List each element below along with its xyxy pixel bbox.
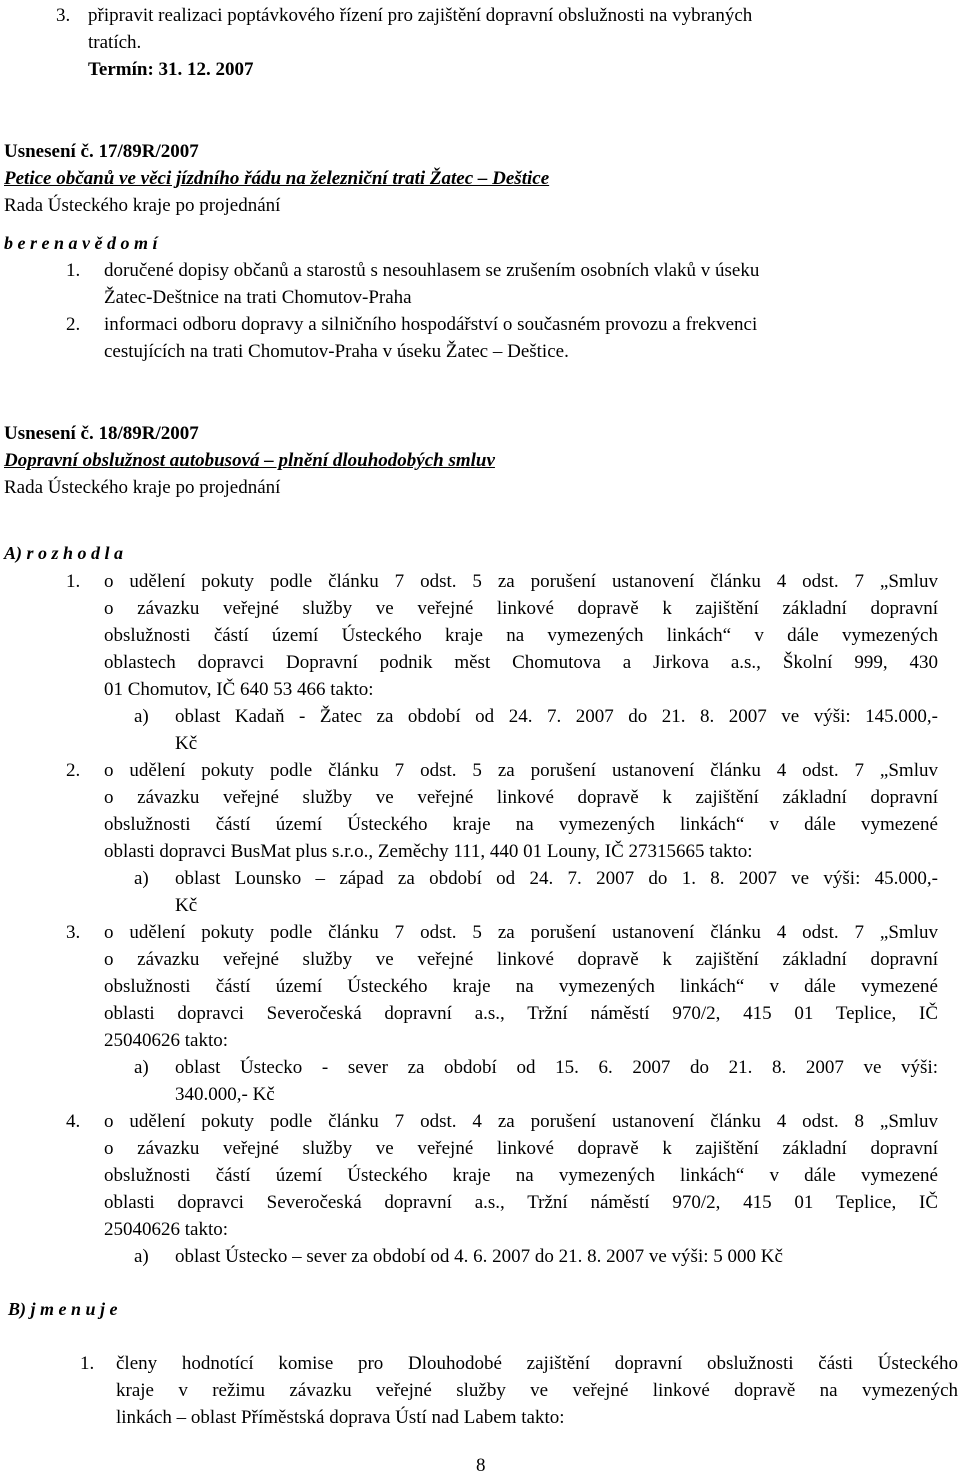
intro-item-line-2: tratích. bbox=[88, 32, 142, 53]
res18-item-2-sub-line-2: Kč bbox=[175, 895, 198, 916]
section-b-heading: B) j m e n u j e bbox=[8, 1299, 118, 1319]
res18-item-4-line-2: o závazku veřejné služby ve veřejné linkové dopravě k zajištění základní dopravní bbox=[104, 1138, 938, 1159]
res18-item-4-sub-line-1: oblast Ústecko – sever za období od 4. 6. 2007 do 21. 8. 2007 ve výši: 5 000 Kč bbox=[175, 1246, 783, 1267]
res18-item-2-line-3: obslužnosti částí území Ústeckého kraje na vymezených linkách“ v dále vymezené bbox=[104, 814, 938, 835]
res17-item-1-line-2: Žatec-Deštnice na trati Chomutov-Praha bbox=[104, 287, 412, 308]
resolution-18-label: Usnesení č. 18/89R/2007 bbox=[4, 423, 199, 444]
res18-item-4-line-4: oblasti dopravci Severočeská dopravní a.s., Tržní náměstí 970/2, 415 01 Teplice, IČ bbox=[104, 1192, 938, 1213]
res18-item-4-sub-letter: a) bbox=[134, 1246, 149, 1267]
res18-item-1-line-1: o udělení pokuty podle článku 7 odst. 5 za porušení ustanovení článku 4 odst. 7 „Smluv bbox=[104, 571, 938, 592]
res18-item-1-line-4: oblastech dopravci Dopravní podnik měst Chomutova a Jirkova a.s., Školní 999, 430 bbox=[104, 652, 938, 673]
b-item-1-number: 1. bbox=[80, 1353, 95, 1374]
res18-item-1-sub-line-1: oblast Kadaň - Žatec za období od 24. 7. 2007 do 21. 8. 2007 ve výši: 145.000,- bbox=[175, 706, 938, 727]
res17-item-2-line-1: informaci odboru dopravy a silničního hospodářství o současném provozu a frekvenci bbox=[104, 314, 758, 335]
b-item-1-line-3: linkách – oblast Příměstská doprava Ústí nad Labem takto: bbox=[116, 1407, 565, 1428]
res18-item-3-number: 3. bbox=[66, 922, 81, 943]
intro-item-number: 3. bbox=[56, 5, 71, 26]
res18-item-3-sub-letter: a) bbox=[134, 1057, 149, 1078]
res17-item-2-line-2: cestujících na trati Chomutov-Praha v úseku Žatec – Deštice. bbox=[104, 341, 569, 362]
res18-item-1-line-3: obslužnosti částí území Ústeckého kraje na vymezených linkách“ v dále vymezených bbox=[104, 625, 938, 646]
resolution-17-title: Petice občanů ve věci jízdního řádu na železniční trati Žatec – Deštice bbox=[4, 168, 550, 189]
res18-item-2-sub-letter: a) bbox=[134, 868, 149, 889]
page-number: 8 bbox=[476, 1455, 486, 1476]
res18-item-4-line-5: 25040626 takto: bbox=[104, 1219, 229, 1240]
resolution-17-action: b e r e n a v ě d o m í bbox=[4, 233, 158, 253]
section-a-heading: A) r o z h o d l a bbox=[4, 543, 124, 563]
resolution-18-title: Dopravní obslužnost autobusová – plnění dlouhodobých smluv bbox=[4, 450, 495, 471]
res18-item-1-number: 1. bbox=[66, 571, 81, 592]
resolution-17-label: Usnesení č. 17/89R/2007 bbox=[4, 141, 199, 162]
res18-item-2-line-2: o závazku veřejné služby ve veřejné linkové dopravě k zajištění základní dopravní bbox=[104, 787, 938, 808]
res17-item-2-number: 2. bbox=[66, 314, 81, 335]
res18-item-2-number: 2. bbox=[66, 760, 81, 781]
res18-item-2-line-4: oblasti dopravci BusMat plus s.r.o., Zeměchy 111, 440 01 Louny, IČ 27315665 takto: bbox=[104, 841, 753, 862]
b-item-1-line-1: členy hodnotící komise pro Dlouhodobé zajištění dopravní obslužnosti části Ústeckého bbox=[116, 1353, 958, 1374]
resolution-18-council: Rada Ústeckého kraje po projednání bbox=[4, 477, 281, 498]
res18-item-3-sub-line-1: oblast Ústecko - sever za období od 15. 6. 2007 do 21. 8. 2007 ve výši: bbox=[175, 1057, 938, 1078]
res18-item-4-line-1: o udělení pokuty podle článku 7 odst. 4 za porušení ustanovení článku 4 odst. 8 „Smluv bbox=[104, 1111, 938, 1132]
res17-item-1-line-1: doručené dopisy občanů a starostů s nesouhlasem se zrušením osobních vlaků v úseku bbox=[104, 260, 760, 281]
res18-item-3-line-1: o udělení pokuty podle článku 7 odst. 5 za porušení ustanovení článku 4 odst. 7 „Smluv bbox=[104, 922, 938, 943]
res18-item-1-line-2: o závazku veřejné služby ve veřejné linkové dopravě k zajištění základní dopravní bbox=[104, 598, 938, 619]
res18-item-3-line-2: o závazku veřejné služby ve veřejné linkové dopravě k zajištění základní dopravní bbox=[104, 949, 938, 970]
resolution-17-council: Rada Ústeckého kraje po projednání bbox=[4, 195, 281, 216]
res18-item-3-line-5: 25040626 takto: bbox=[104, 1030, 229, 1051]
res18-item-1-sub-letter: a) bbox=[134, 706, 149, 727]
res18-item-2-line-1: o udělení pokuty podle článku 7 odst. 5 za porušení ustanovení článku 4 odst. 7 „Smluv bbox=[104, 760, 938, 781]
intro-item-deadline: Termín: 31. 12. 2007 bbox=[88, 59, 254, 80]
b-item-1-line-2: kraje v režimu závazku veřejné služby ve veřejné linkové dopravě na vymezených bbox=[116, 1380, 958, 1401]
intro-item-line-1: připravit realizaci poptávkového řízení pro zajištění dopravní obslužnosti na vybraných bbox=[88, 5, 753, 26]
res18-item-3-sub-line-2: 340.000,- Kč bbox=[175, 1084, 275, 1105]
res18-item-1-sub-line-2: Kč bbox=[175, 733, 198, 754]
res18-item-3-line-3: obslužnosti částí území Ústeckého kraje na vymezených linkách“ v dále vymezené bbox=[104, 976, 938, 997]
res18-item-3-line-4: oblasti dopravci Severočeská dopravní a.s., Tržní náměstí 970/2, 415 01 Teplice, IČ bbox=[104, 1003, 938, 1024]
res18-item-4-number: 4. bbox=[66, 1111, 81, 1132]
res17-item-1-number: 1. bbox=[66, 260, 81, 281]
res18-item-4-line-3: obslužnosti částí území Ústeckého kraje na vymezených linkách“ v dále vymezené bbox=[104, 1165, 938, 1186]
res18-item-1-line-5: 01 Chomutov, IČ 640 53 466 takto: bbox=[104, 679, 374, 700]
res18-item-2-sub-line-1: oblast Lounsko – západ za období od 24. 7. 2007 do 1. 8. 2007 ve výši: 45.000,- bbox=[175, 868, 938, 889]
